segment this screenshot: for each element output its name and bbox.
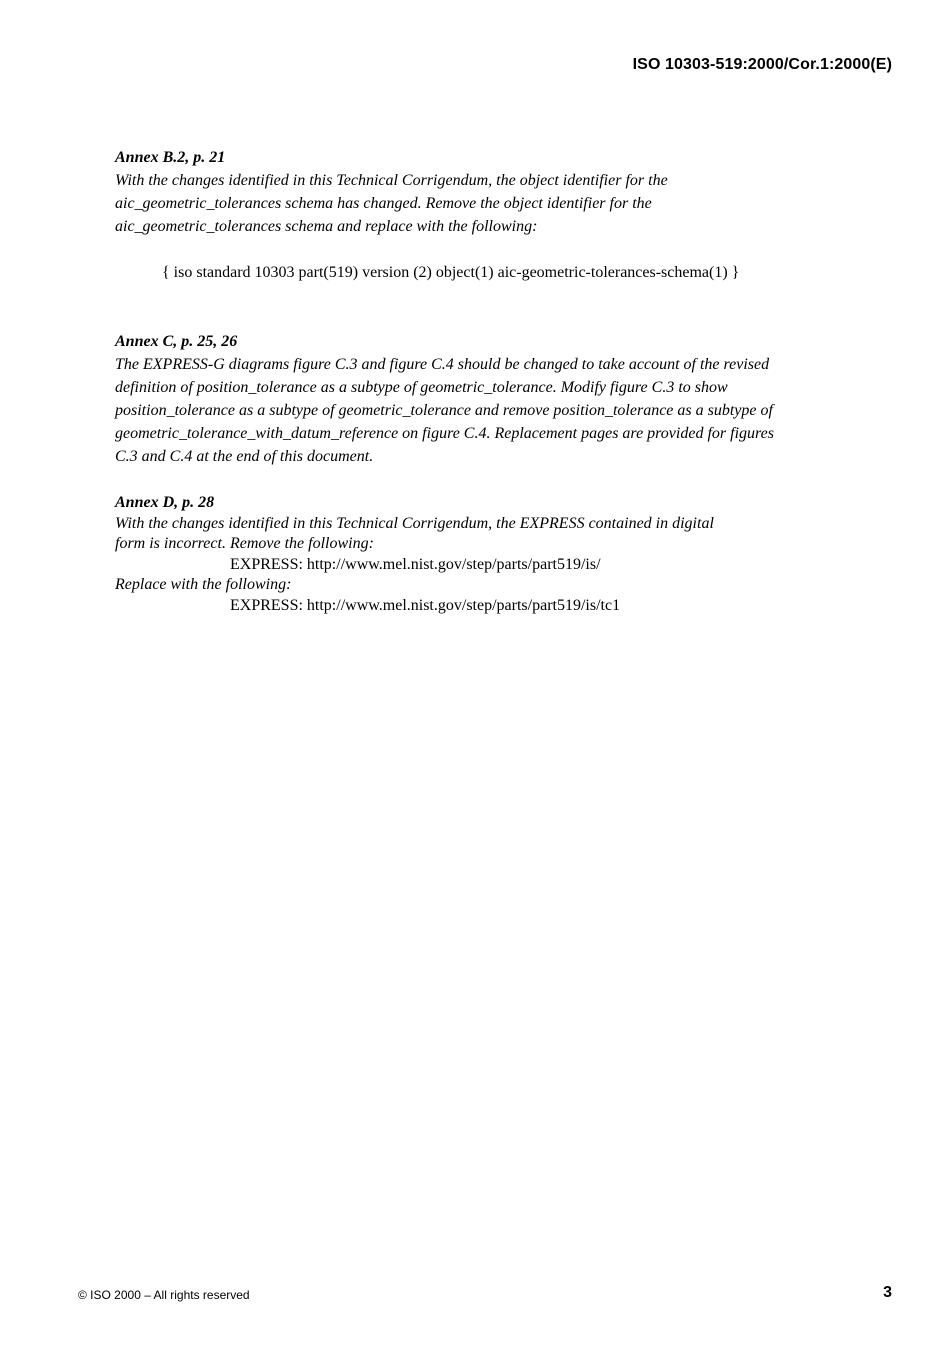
replace-express-link: EXPRESS: http://www.mel.nist.gov/step/parts/part519/is/tc1 <box>230 597 621 614</box>
annex-d-section <box>115 492 855 616</box>
paragraph-line: position_tolerance as a subtype of geometric_tolerance and remove position_tolerance as a subtype of <box>115 402 773 419</box>
replace-label: Replace with the following: <box>115 576 292 593</box>
annex-b2-paragraph <box>115 169 855 238</box>
annex-c-title: Annex C, p. 25, 26 <box>115 333 238 350</box>
annex-c-paragraph <box>115 353 855 468</box>
page-number: 3 <box>883 1284 892 1301</box>
paragraph-line: geometric_tolerance_with_datum_reference on figure C.4. Replacement pages are provided for figures <box>115 425 774 442</box>
paragraph-line: C.3 and C.4 at the end of this document. <box>115 448 374 465</box>
copyright-notice: © ISO 2000 – All rights reserved <box>78 1288 250 1302</box>
document-header: ISO 10303-519:2000/Cor.1:2000(E) <box>632 56 892 73</box>
paragraph-line: The EXPRESS-G diagrams figure C.3 and figure C.4 should be changed to take account of the revised <box>115 356 770 373</box>
annex-b2-title: Annex B.2, p. 21 <box>115 149 226 166</box>
paragraph-line: aic_geometric_tolerances schema and replace with the following: <box>115 218 538 235</box>
remove-express-link: EXPRESS: http://www.mel.nist.gov/step/parts/part519/is/ <box>230 556 601 573</box>
paragraph-line: With the changes identified in this Technical Corrigendum, the EXPRESS contained in digital <box>115 515 714 532</box>
paragraph-line: aic_geometric_tolerances schema has changed. Remove the object identifier for the <box>115 195 652 212</box>
paragraph-line: definition of position_tolerance as a subtype of geometric_tolerance. Modify figure C.3 to show <box>115 379 728 396</box>
annex-b2-section <box>115 147 855 238</box>
annex-c-section <box>115 331 855 468</box>
object-identifier: { iso standard 10303 part(519) version (2) object(1) aic-geometric-tolerances-schema(1) } <box>162 264 740 281</box>
paragraph-line: form is incorrect. Remove the following: <box>115 535 374 552</box>
annex-d-title: Annex D, p. 28 <box>115 494 215 511</box>
paragraph-line: With the changes identified in this Technical Corrigendum, the object identifier for the <box>115 172 668 189</box>
